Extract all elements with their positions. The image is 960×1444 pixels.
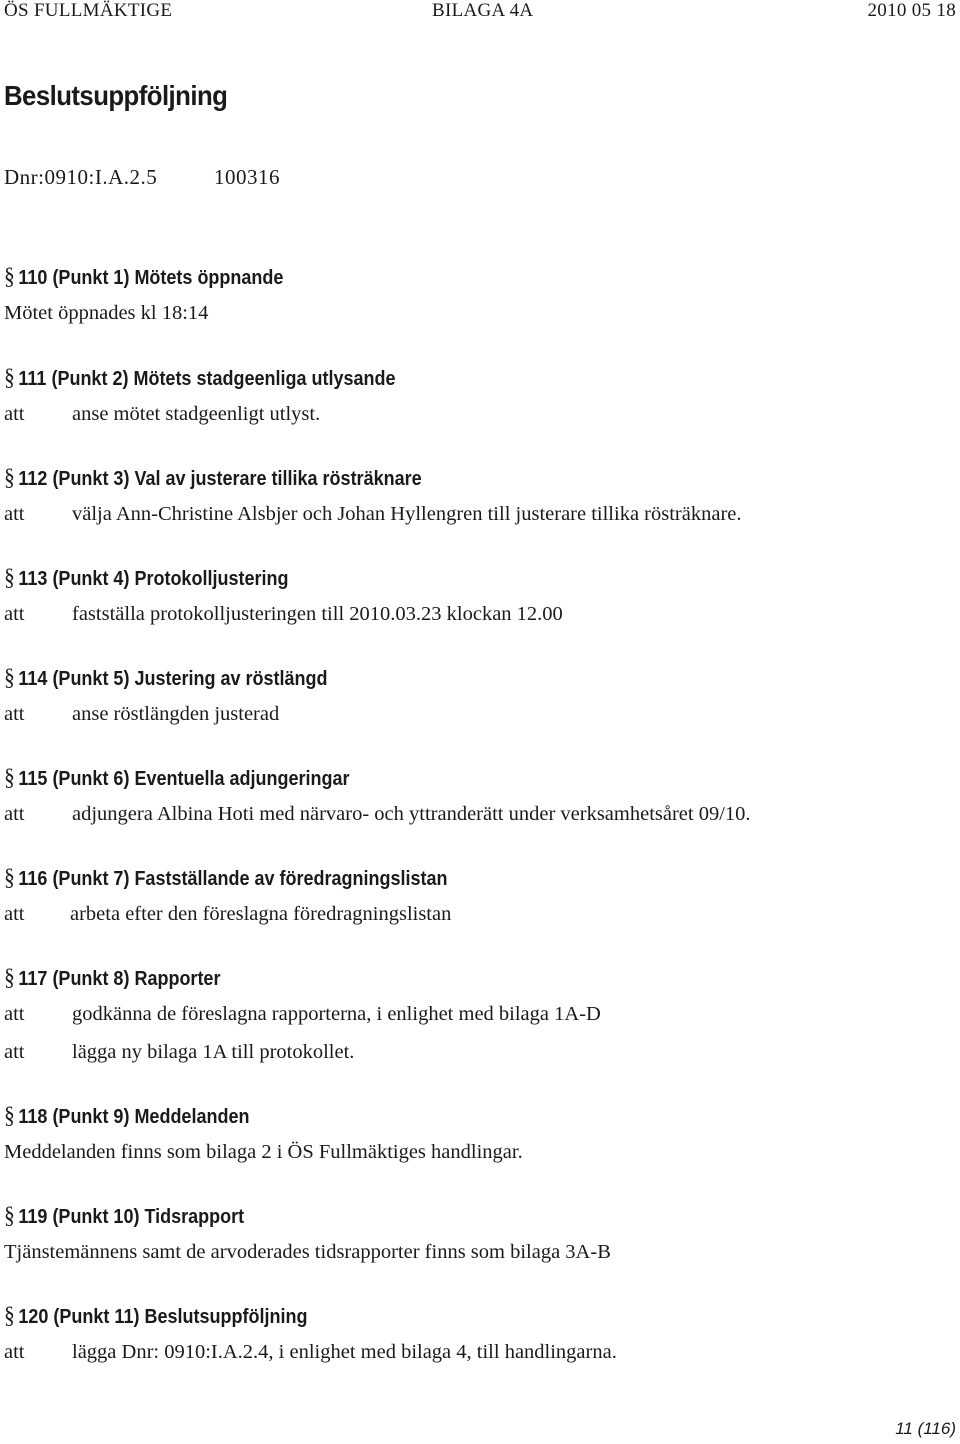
section-113-att: att [4,603,25,625]
header-organization: ÖS FULLMÄKTIGE [4,0,173,21]
section-116-att: att [4,903,25,925]
section-110-text: Mötet öppnades kl 18:14 [4,302,209,324]
section-heading-119: § 119 (Punkt 10) Tidsrapport [4,1203,245,1229]
section-heading-120: § 120 (Punkt 11) Beslutsuppföljning [4,1303,308,1329]
section-116-text: arbeta efter den föreslagna föredragningslistan [70,903,452,925]
section-117-att-1: att [4,1003,25,1025]
section-112-text: välja Ann-Christine Alsbjer och Johan Hyllengren till justerare tillika rösträknare. [72,503,742,525]
dnr-label: Dnr:0910:I.A.2.5 [4,165,158,189]
section-115-att: att [4,803,25,825]
section-111-text: anse mötet stadgeenligt utlyst. [72,403,321,425]
header-date: 2010 05 18 [867,0,956,21]
page-number: 11 (116) [895,1419,956,1438]
header-attachment: BILAGA 4A [432,0,534,21]
section-114-text: anse röstlängden justerad [72,703,280,725]
section-heading-114: § 114 (Punkt 5) Justering av röstlängd [4,665,328,691]
section-117-text-1: godkänna de föreslagna rapporterna, i enlighet med bilaga 1A-D [72,1003,601,1025]
section-120-att: att [4,1341,25,1363]
page-header [4,0,956,26]
section-117-att-2: att [4,1041,25,1063]
section-heading-116: § 116 (Punkt 7) Fastställande av föredragningslistan [4,865,448,891]
section-118-text: Meddelanden finns som bilaga 2 i ÖS Fullmäktiges handlingar. [4,1141,523,1163]
section-112-att: att [4,503,25,525]
section-heading-110: § 110 (Punkt 1) Mötets öppnande [4,264,284,290]
section-119-text: Tjänstemännens samt de arvoderades tidsrapporter finns som bilaga 3A-B [4,1241,611,1263]
section-120-text: lägga Dnr: 0910:I.A.2.4, i enlighet med bilaga 4, till handlingarna. [72,1341,617,1363]
section-heading-113: § 113 (Punkt 4) Protokolljustering [4,565,289,591]
section-heading-115: § 115 (Punkt 6) Eventuella adjungeringar [4,765,350,791]
section-heading-117: § 117 (Punkt 8) Rapporter [4,965,221,991]
section-115-text: adjungera Albina Hoti med närvaro- och yttranderätt under verksamhetsåret 09/10. [72,803,751,825]
section-111-att: att [4,403,25,425]
dnr-date: 100316 [214,165,280,189]
section-heading-111: § 111 (Punkt 2) Mötets stadgeenliga utlysande [4,365,396,391]
page-title: Beslutsuppföljning [4,80,228,111]
section-113-text: fastställa protokolljusteringen till 2010.03.23 klockan 12.00 [72,603,563,625]
section-heading-118: § 118 (Punkt 9) Meddelanden [4,1103,250,1129]
section-heading-112: § 112 (Punkt 3) Val av justerare tillika rösträknare [4,465,422,491]
section-117-text-2: lägga ny bilaga 1A till protokollet. [72,1041,355,1063]
section-114-att: att [4,703,25,725]
